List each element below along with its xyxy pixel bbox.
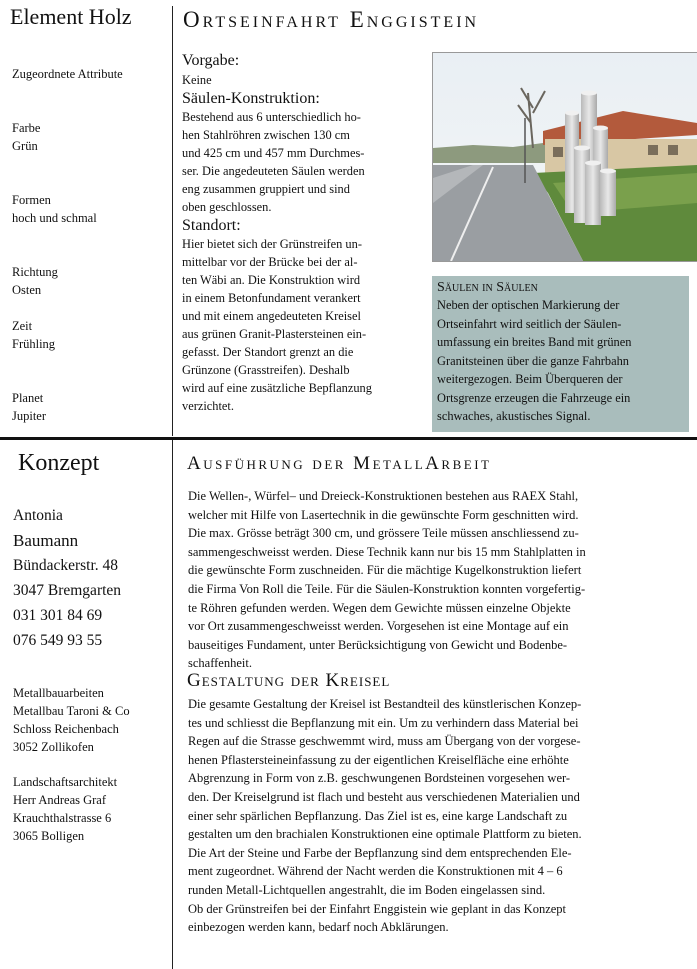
text-line: tes und schliesst die Bepflanzung mit ein. Um zu verhindern dass Material bei xyxy=(188,715,579,730)
text-line: vor Ort zusammengeschweisst werden. Vorgesehen ist eine Montage auf ein xyxy=(188,619,569,634)
text-line: weitergezogen. Beim Überqueren der xyxy=(437,372,623,386)
text-line: ten Wäbi an. Die Konstruktion wird xyxy=(182,273,361,287)
attribute-value: hoch und schmal xyxy=(12,211,97,225)
vorgabe-text: Keine xyxy=(182,73,212,87)
text-line: Die Wellen-, Würfel– und Dreieck-Konstruktionen bestehen aus RAEX Stahl, xyxy=(188,489,579,503)
main-title: Ortseinfahrt Enggistein xyxy=(183,7,480,32)
text-line: Regen auf die Strasse geschwemmt wird, muss am Übergang von der vorgese- xyxy=(188,734,581,749)
element-title: Element Holz xyxy=(10,4,132,29)
text-line: Landschaftsarchitekt xyxy=(13,775,118,789)
contact-street: Bündackerstr. 48 xyxy=(13,557,119,574)
attribute-label: Richtung xyxy=(12,265,58,279)
text-line: Abgrenzung in Form von z.B. geschwungenen Bordsteinen vorgesehen wer- xyxy=(188,771,571,786)
text-line: einbezogen werden kann, bedarf noch Abklärungen. xyxy=(188,920,449,935)
site-photo xyxy=(432,52,697,262)
description-column xyxy=(182,52,417,415)
text-line: Krauchthalstrasse 6 xyxy=(13,811,112,825)
text-line: einer sehr spärlichen Bepflanzung. Das Ziel ist es, eine karge Landschaft zu xyxy=(188,808,568,823)
saeulen-heading: Säulen-Konstruktion: xyxy=(182,90,320,107)
text-line: Metallbauarbeiten xyxy=(13,686,104,700)
text-line: Ortseinfahrt wird seitlich der Säulen- xyxy=(437,316,622,331)
section-divider xyxy=(0,437,697,440)
text-line: 3065 Bolligen xyxy=(13,829,85,843)
text-line: runden Metall-Lichtquellen angestrahlt, die im Boden eingelassen sind. xyxy=(188,882,546,897)
text-line: ser. Die angedeuteten Säulen werden xyxy=(182,164,365,178)
text-line: verzichtet. xyxy=(182,399,234,413)
text-line: und mit einem angedeuteten Kreisel xyxy=(182,309,361,323)
text-line: die Firma Von Roll die Teile. Für die Säulen-Konstruktion konnten vorgefertig- xyxy=(188,581,586,596)
konzept-title: Konzept xyxy=(18,450,100,476)
attribute-value: Osten xyxy=(12,283,42,297)
attribute-formen xyxy=(12,191,97,227)
kreisel-text xyxy=(188,695,684,937)
text-line: Bestehend aus 6 unterschiedlich ho- xyxy=(182,110,361,124)
text-line: bauseitiges Fundament, unter Berücksichtigung von Gewicht und Bodenbe- xyxy=(188,637,568,652)
attribute-value: Jupiter xyxy=(12,409,47,423)
text-line: mittelbar vor der Brücke bei der al- xyxy=(182,255,358,269)
attribute-planet xyxy=(12,389,46,425)
contact-city: 3047 Bremgarten xyxy=(13,582,122,599)
text-line: Die max. Grösse beträgt 300 cm, und grössere Teile müssen anschliessend zu- xyxy=(188,526,579,541)
contact-first-name: Antonia xyxy=(13,507,63,524)
attribute-richtung xyxy=(12,263,58,299)
text-line: sammengeschweisst werden. Diese Technik kann nur bis 15 mm Stahlplatten in xyxy=(188,544,586,559)
saeulen-text xyxy=(182,108,417,216)
text-line: eng zusammen gruppiert und sind xyxy=(182,182,350,196)
text-line: welcher mit Hilfe von Lasertechnik in die gewünschte Form geschnitten wird. xyxy=(188,507,579,522)
info-box xyxy=(432,276,689,432)
attribute-label: Formen xyxy=(12,193,51,207)
text-line: wird auf eine zusätzliche Bepflanzung xyxy=(182,381,372,395)
text-line: schwaches, akustisches Signal. xyxy=(437,409,591,423)
vorgabe-heading: Vorgabe: xyxy=(182,52,240,69)
text-line: den. Der Kreiselgrund ist flach und besteht aus verschiedenen Materialien und xyxy=(188,789,580,804)
text-line: umfassung ein breites Band mit grünen xyxy=(437,335,632,349)
ausfuehrung-text xyxy=(188,487,684,673)
attribute-value: Frühling xyxy=(12,337,56,351)
text-line: aus grünen Granit-Plastersteinen ein- xyxy=(182,327,367,341)
attribute-farbe xyxy=(12,119,40,155)
standort-heading: Standort: xyxy=(182,217,241,234)
text-line: henen Pflastersteineinfassung zu der eigentlichen Kreiselfläche eine erhöhte xyxy=(188,752,569,767)
bottom-column-divider xyxy=(172,440,173,969)
text-line: Ob der Grünstreifen bei der Einfahrt Enggistein wie geplant in das Konzept xyxy=(188,901,567,916)
attribute-label: Farbe xyxy=(12,121,41,135)
info-box-text xyxy=(437,296,684,426)
metallbau-block xyxy=(13,684,130,756)
text-line: gestalten um den brachialen Konstruktionen eine optimale Plattform zu bieten. xyxy=(188,827,582,842)
attribute-zeit xyxy=(12,317,55,353)
text-line: Metallbau Taroni & Co xyxy=(13,704,130,718)
contact-last-name: Baumann xyxy=(13,531,79,550)
text-line: Die Art der Steine und Farbe der Bepflanzung sind dem entsprechenden Ele- xyxy=(188,845,572,860)
contact-phone-1: 031 301 84 69 xyxy=(13,607,103,624)
text-line: schaffenheit. xyxy=(188,656,252,671)
text-line: in einem Betonfundament verankert xyxy=(182,291,361,305)
text-line: ment zugeordnet. Während der Nacht werden die Konstruktionen mit 4 – 6 xyxy=(188,864,563,879)
text-line: te Röhren gefunden werden. Wegen dem Gewichte müssen einzelne Objekte xyxy=(188,600,571,615)
text-line: hen Stahlröhren zwischen 130 cm xyxy=(182,128,350,142)
kreisel-heading: Gestaltung der Kreisel xyxy=(187,670,391,691)
attributes-label: Zugeordnete Attribute xyxy=(12,67,123,81)
text-line: Neben der optischen Markierung der xyxy=(437,298,620,312)
text-line: Herr Andreas Graf xyxy=(13,793,107,807)
text-line: Grünzone (Grasstreifen). Deshalb xyxy=(182,363,350,377)
text-line: Schloss Reichenbach xyxy=(13,722,119,736)
text-line: oben geschlossen. xyxy=(182,200,272,214)
contact-block xyxy=(13,503,121,653)
text-line: Ortsgrenze erzeugen die Fahrzeuge ein xyxy=(437,390,631,405)
attribute-label: Planet xyxy=(12,391,44,405)
text-line: Granitsteinen über die ganze Fahrbahn xyxy=(437,353,629,368)
text-line: die gewünschte Form zuschneiden. Für die mächtige Kugelkonstruktion liefert xyxy=(188,563,582,578)
text-line: und 425 cm und 457 mm Durchmes- xyxy=(182,146,365,160)
text-line: 3052 Zollikofen xyxy=(13,740,94,754)
landschaft-block xyxy=(13,773,117,845)
attribute-value: Grün xyxy=(12,139,38,153)
info-box-title: Säulen in Säulen xyxy=(437,280,538,295)
text-line: gefasst. Der Standort grenzt an die xyxy=(182,345,354,359)
top-column-divider xyxy=(172,6,173,436)
ausfuehrung-heading: Ausführung der MetallArbeit xyxy=(187,453,492,474)
contact-phone-2: 076 549 93 55 xyxy=(13,632,103,649)
text-line: Die gesamte Gestaltung der Kreisel ist Bestandteil des künstlerischen Konzep- xyxy=(188,697,582,711)
standort-text xyxy=(182,235,417,415)
text-line: Hier bietet sich der Grünstreifen un- xyxy=(182,237,362,251)
attribute-label: Zeit xyxy=(12,319,33,333)
